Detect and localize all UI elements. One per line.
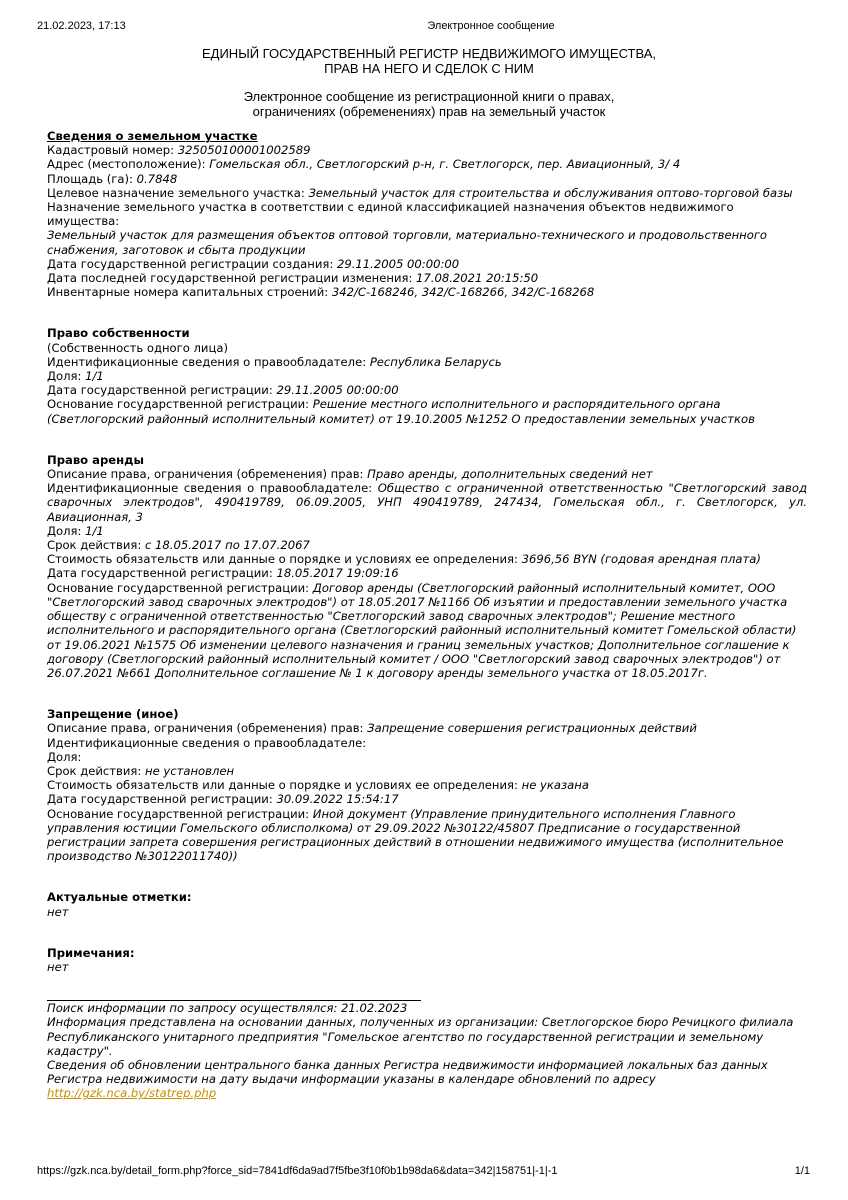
inventory-numbers-label: Инвентарные номера капитальных строений: [47,285,332,300]
print-title: Электронное сообщение [427,20,555,32]
print-url: https://gzk.nca.by/detail_form.php?force_sid=7841df6da9ad7f5fbe3f10f0b1b98da6&data=342|158751|-1|-1 [37,1165,558,1177]
purpose-value: Земельный участок для строительства и обслуживания оптово-торговой базы [308,185,793,200]
address-value: Гомельская обл., Светлогорский р-н, г. Светлогорск, пер. Авиационный, 3/ 4 [209,157,681,172]
last-change-date-label: Дата последней государственной регистрации изменения: [47,271,417,286]
address-label: Адрес (местоположение): [47,157,210,172]
last-change-date-value: 17.08.2021 20:15:50 [416,271,539,286]
lease-basis-label: Основание государственной регистрации: [47,580,313,595]
lease-cost [47,552,807,566]
purpose-label: Целевое назначение земельного участка: [47,185,309,200]
prohibition-reg-date-label: Дата государственной регистрации: [47,792,277,807]
cadastral-number-value: 325050100001002589 [177,143,311,158]
purpose [47,186,807,200]
prohibition-term-label: Срок действия: [47,763,145,778]
lease-reg-date [47,566,807,580]
inventory-numbers [47,285,807,299]
document-title-line1: ЕДИНЫЙ ГОСУДАРСТВЕННЫЙ РЕГИСТР НЕДВИЖИМОГО ИМУЩЕСТВА, [201,46,657,61]
lease-cost-value: 3696,56 BYN (годовая арендная плата) [521,552,761,567]
prohibition-reg-date [47,792,807,806]
lease-description-value: Право аренды, дополнительных сведений нет [367,467,653,482]
lease-term [47,538,807,552]
source-note: Информация представлена на основании данных, полученных из организации: Светлогорское бюро Речицкого филиала Республиканского унитарного предприятия "Гомельское агентство по государственной регистрации и земельному кадастру". [47,1015,794,1058]
ownership-share-label: Доля: [47,369,86,384]
lease-holder-value: Общество с ограниченной ответственностью "Светлогорский завод сварочных электродов", 490419789, 06.09.2005, УНП 490419789, 247434, Гомельская обл., г. Светлогорск, ул. Авиационная, 3 [47,481,807,524]
current-marks-value: нет [47,904,69,919]
prohibition-cost [47,778,807,792]
ownership-share-value: 1/1 [85,369,104,384]
prohibition-share-label: Доля: [47,749,82,764]
ownership-reg-date-value: 29.11.2005 00:00:00 [276,383,399,398]
ownership-type: (Собственность одного лица) [47,340,228,355]
document-subtitle-line2: ограничениях (обременениях) прав на земельный участок [252,104,606,119]
ownership-basis [47,397,807,425]
cadastral-number-label: Кадастровый номер: [47,143,178,158]
ownership-basis-value: Решение местного исполнительного и распорядительного органа (Светлогорский районный исполнительный комитет) от 19.10.2005 №1252 О предоставлении земельных участков [47,397,755,426]
ownership-section [47,326,807,425]
lease-term-label: Срок действия: [47,538,145,553]
statrep-link[interactable]: http://gzk.nca.by/statrep.php [47,1086,217,1101]
document-body [47,129,807,1101]
lease-cost-label: Стоимость обязательств или данные о порядке и условиях ее определения: [47,552,522,567]
document-subtitle-line1: Электронное сообщение из регистрационной книги о правах, [243,89,615,104]
land-plot-heading: Сведения о земельном участке [47,129,258,143]
lease-share-value: 1/1 [85,523,104,538]
lease-reg-date-value: 18.05.2017 19:09:16 [276,566,399,581]
creation-date-value: 29.11.2005 00:00:00 [336,256,460,271]
print-datetime: 21.02.2023, 17:13 [37,20,126,32]
address [47,157,807,171]
prohibition-cost-label: Стоимость обязательств или данные о порядке и условиях ее определения: [47,778,522,793]
ownership-basis-label: Основание государственной регистрации: [47,397,313,412]
cadastral-number [47,143,807,157]
document-subtitle [0,89,848,119]
ownership-holder [47,355,807,369]
prohibition-description-value: Запрещение совершения регистрационных действий [367,721,697,736]
prohibition-section [47,707,807,863]
lease-basis-value: Договор аренды (Светлогорский районный исполнительный комитет, ООО "Светлогорский завод сварочных электродов") от 18.05.2017 №1166 Об изъятии и предоставлении земельного участка обществу с ограниченной ответственностью "Светлогорский завод сварочных электродов"; Решение местного исполнительного и распорядительного органа (Светлогорский районный исполнительный комитет Гомельской области) от 19.06.2021 №1575 Об изменении целевого назначения и границ земельных участков; Дополнительное соглашение к договору (Светлогорский районный исполнительный комитет / ООО "Светлогорский завод сварочных электродов") от 26.07.2021 №661 Дополнительное соглашение № 1 к договору аренды земельного участка от 18.05.2017г. [47,580,797,680]
area-value: 0.7848 [136,171,178,186]
prohibition-basis-label: Основание государственной регистрации: [47,806,313,821]
notes-section [47,946,807,974]
document-title-line2: ПРАВ НА НЕГО И СДЕЛОК С НИМ [324,61,534,76]
current-marks-heading: Актуальные отметки: [47,890,192,905]
area-label: Площадь (га): [47,171,137,186]
prohibition-heading: Запрещение (иное) [47,707,179,722]
prohibition-reg-date-value: 30.09.2022 15:54:17 [276,792,399,807]
lease-heading: Право аренды [47,452,145,467]
lease-holder-label: Идентификационные сведения о правообладателе: [47,481,378,496]
ownership-heading: Право собственности [47,326,190,341]
prohibition-term [47,764,807,778]
lease-share [47,524,807,538]
inventory-numbers-value: 342/С-168246, 342/С-168266, 342/С-168268 [331,285,595,300]
search-date-note: Поиск информации по запросу осуществлялся: 21.02.2023 [47,1001,408,1016]
prohibition-basis [47,807,807,864]
classification-label: Назначение земельного участка в соответствии с единой классификацией назначения объектов недвижимого имущества: [47,200,734,229]
page-number: 1/1 [794,1165,810,1177]
prohibition-basis-value: Иной документ (Управление принудительного исполнения Главного управления юстиции Гомельского облисполкома) от 29.09.2022 №30122/45807 Предписание о государственной регистрации запрета совершения регистрационных действий в отношении недвижимого имущества (исполнительное производство №30122011740)) [47,806,784,864]
ownership-holder-label: Идентификационные сведения о правообладателе: [47,354,370,369]
lease-term-value: с 18.05.2017 по 17.07.2067 [144,538,310,553]
prohibition-cost-value: не указана [521,778,589,793]
lease-reg-date-label: Дата государственной регистрации: [47,566,277,581]
lease-section [47,453,807,680]
notes-value: нет [47,959,69,974]
update-info-note: Сведения об обновлении центрального банка данных Регистра недвижимости информацией локальных баз данных Регистра недвижимости на дату выдачи информации указаны в календаре обновлений по адресу [47,1057,768,1087]
lease-share-label: Доля: [47,523,86,538]
last-change-date [47,271,807,285]
footnotes [47,1001,807,1100]
lease-basis [47,581,807,680]
area [47,172,807,186]
print-header [0,20,848,36]
document-title [0,46,848,76]
notes-heading: Примечания: [47,945,135,960]
ownership-holder-value: Республика Беларусь [369,354,502,369]
current-marks-section [47,890,807,918]
ownership-reg-date-label: Дата государственной регистрации: [47,383,277,398]
lease-holder [47,481,807,524]
classification-value: Земельный участок для размещения объектов оптовой торговли, материально-технического и продовольственного снабжения, заготовок и сбыта продукции [47,228,768,257]
prohibition-term-value: не установлен [144,763,235,778]
prohibition-description [47,721,807,735]
lease-description [47,467,807,481]
lease-description-label: Описание права, ограничения (обременения) прав: [47,467,368,482]
prohibition-description-label: Описание права, ограничения (обременения) прав: [47,721,368,736]
ownership-share [47,369,807,383]
prohibition-holder-label: Идентификационные сведения о правообладателе: [47,735,367,750]
creation-date-label: Дата государственной регистрации создания: [47,256,337,271]
creation-date [47,257,807,271]
ownership-reg-date [47,383,807,397]
land-plot-section [47,129,807,299]
